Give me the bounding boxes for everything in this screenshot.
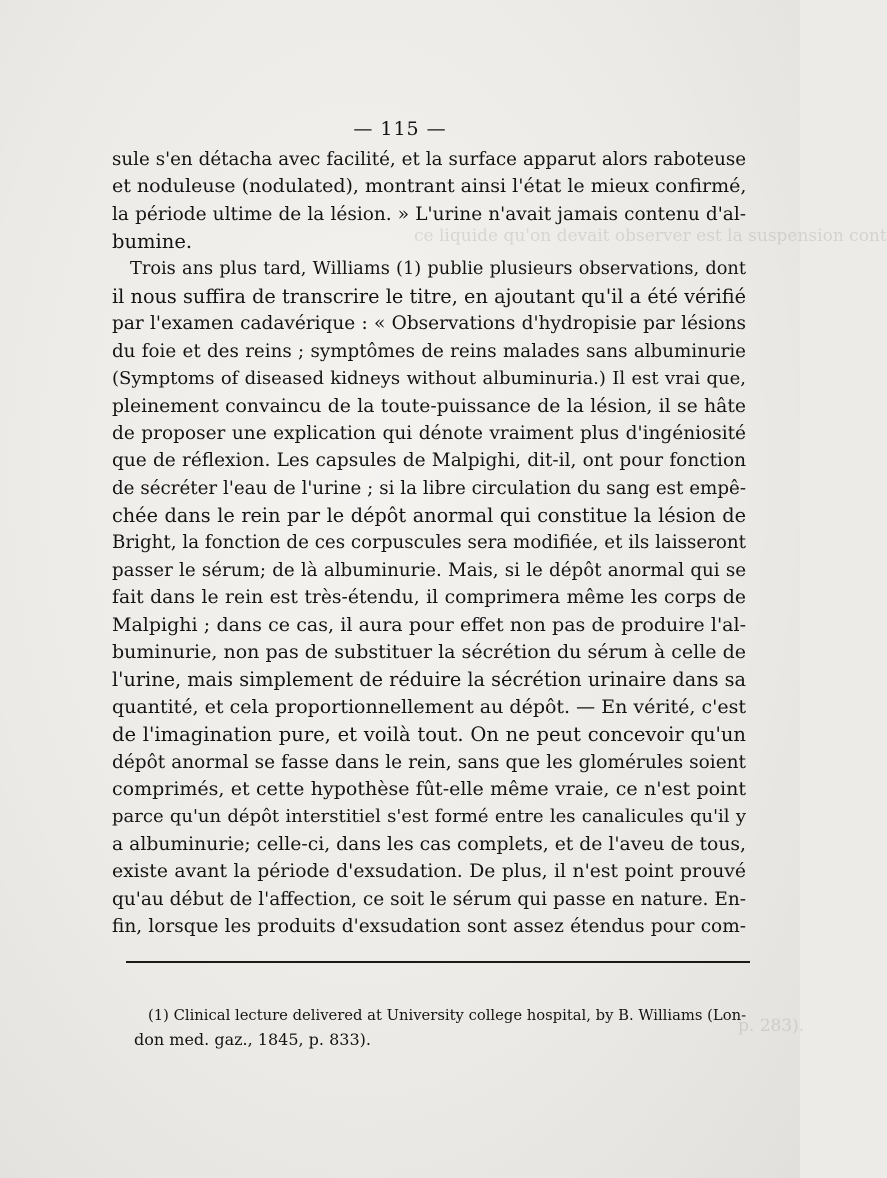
footnote-rule	[126, 961, 750, 963]
text-line: sule s'en détacha avec facilité, et la surface apparut alors raboteuse	[112, 149, 746, 170]
footnotes	[134, 1004, 747, 1052]
text-line: dépôt anormal se fasse dans le rein, sans que les glomérules soient	[112, 751, 746, 773]
text-line: il nous suffira de transcrire le titre, en ajoutant qu'il a été vérifié	[112, 284, 746, 308]
footnote-line: (1) Clinical lecture delivered at University college hospital, by B. Williams (Lon-	[148, 1007, 747, 1024]
text-line: comprimés, et cette hypothèse fût-elle même vraie, ce n'est point	[112, 777, 746, 800]
text-line: de sécréter l'eau de l'urine ; si la libre circulation du sang est empê-	[112, 477, 746, 499]
text-line: Bright, la fonction de ces corpuscules sera modifiée, et ils laisseront	[112, 532, 746, 554]
text-line: bumine.	[112, 230, 193, 254]
text-line: la période ultime de la lésion. » L'urine n'avait jamais contenu d'al-	[112, 203, 746, 225]
text-line: et noduleuse (nodulated), montrant ainsi l'état le mieux confirmé,	[112, 175, 747, 198]
text-line: de proposer une explication qui dénote vraiment plus d'ingéniosité	[112, 422, 746, 444]
text-line: buminurie, non pas de substituer la sécrétion du sérum à celle de	[112, 641, 746, 664]
text-line: a albuminurie; celle-ci, dans les cas complets, et de l'aveu de tous,	[112, 833, 746, 855]
body-text	[112, 146, 746, 940]
text-line: chée dans le rein par le dépôt anormal qui constitue la lésion de	[112, 504, 746, 528]
text-line: pleinement convaincu de la toute-puissance de la lésion, il se hâte	[112, 395, 746, 417]
text-line: de l'imagination pure, et voilà tout. On ne peut concevoir qu'un	[112, 723, 746, 747]
show-through-text: ce liquide qu'on devait observer est la suspension cont	[414, 226, 887, 246]
text-line: Trois ans plus tard, Williams (1) publie plusieurs observations, dont	[130, 258, 746, 279]
text-line: par l'examen cadavérique : « Observations d'hydropisie par lésions	[112, 313, 746, 335]
text-line: existe avant la période d'exsudation. De plus, il n'est point prouvé	[112, 861, 746, 883]
text-line: fait dans le rein est très-étendu, il comprimera même les corps de	[112, 587, 746, 609]
text-line: qu'au début de l'affection, ce soit le sérum qui passe en nature. En-	[112, 888, 746, 910]
text-line: passer le sérum; de là albuminurie. Mais, si le dépôt anormal qui se	[112, 559, 746, 581]
text-line: fin, lorsque les produits d'exsudation sont assez étendus pour com-	[112, 915, 746, 937]
text-line: Malpighi ; dans ce cas, il aura pour effet non pas de produire l'al-	[112, 613, 746, 636]
text-line: que de réflexion. Les capsules de Malpighi, dit-il, ont pour fonction	[112, 450, 746, 472]
text-line: l'urine, mais simplement de réduire la sécrétion urinaire dans sa	[112, 668, 746, 692]
text-line: parce qu'un dépôt interstitiel s'est formé entre les canalicules qu'il y	[112, 806, 746, 828]
footnote-line: don med. gaz., 1845, p. 833).	[134, 1030, 371, 1049]
text-line: (Symptoms of diseased kidneys without albuminuria.) Il est vrai que,	[112, 368, 746, 390]
page-number: — 115 —	[353, 118, 447, 140]
text-line: quantité, et cela proportionnellement au dépôt. — En vérité, c'est	[112, 695, 746, 718]
show-through-text: p. 283).	[738, 1016, 805, 1036]
text-line: du foie et des reins ; symptômes de reins malades sans albuminurie	[112, 340, 746, 362]
